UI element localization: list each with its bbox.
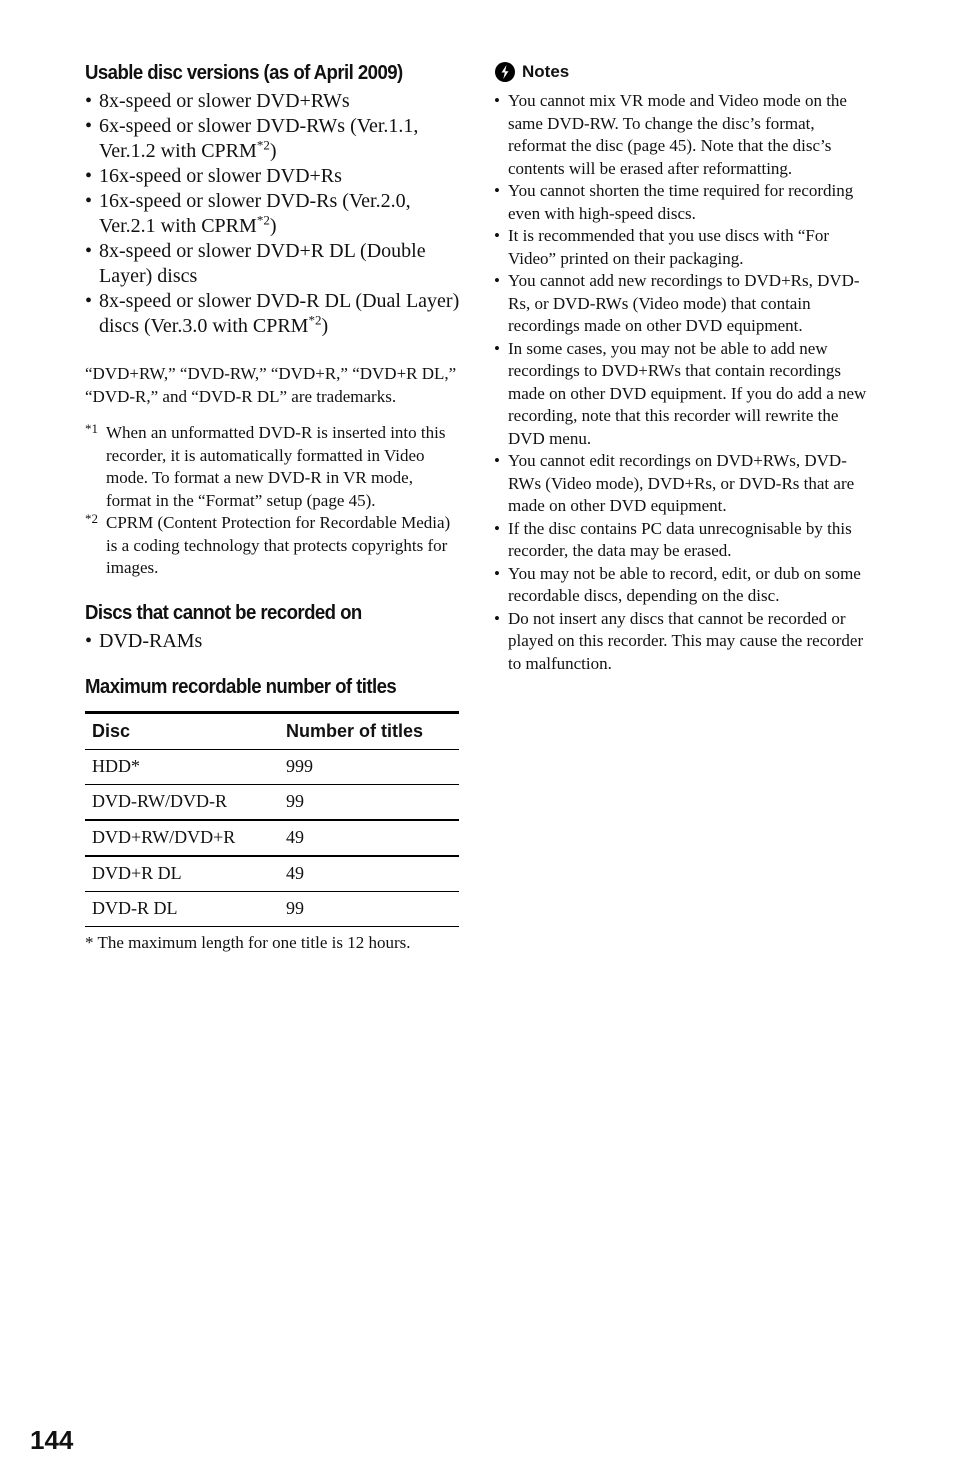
list-item: • If the disc contains PC data unrecognisable by this recorder, the data may be erased. xyxy=(494,518,872,563)
count-cell: 99 xyxy=(279,784,459,820)
footnote-2 xyxy=(85,512,460,580)
column-header-disc: Disc xyxy=(85,712,279,749)
max-titles-heading: Maximum recordable number of titles xyxy=(85,675,397,698)
table-row xyxy=(85,820,459,856)
list-item: • 8x-speed or slower DVD+R DL (Double Layer) discs xyxy=(85,239,460,289)
list-item: • 16x-speed or slower DVD-Rs (Ver.2.0, Ver.2.1 with CPRM$^{*2}$) xyxy=(85,189,460,239)
footnote-1 xyxy=(85,422,460,512)
count-cell: 999 xyxy=(279,749,459,784)
footnote-mark: *2 xyxy=(85,511,98,526)
list-item: • It is recommended that you use discs with “For Video” printed on their packaging. xyxy=(494,225,872,270)
disc-cell: DVD-RW/DVD-R xyxy=(85,784,279,820)
count-cell: 49 xyxy=(279,820,459,856)
footnote-mark: *1 xyxy=(85,421,98,436)
disc-cell: DVD+RW/DVD+R xyxy=(85,820,279,856)
list-item: • 8x-speed or slower DVD+RWs xyxy=(85,89,460,114)
count-cell: 49 xyxy=(279,856,459,892)
list-item: • 6x-speed or slower DVD-RWs (Ver.1.1, Ver.1.2 with CPRM$^{*2}$) xyxy=(85,114,460,164)
footnote-ref: *2 xyxy=(256,212,270,228)
footnote-text: CPRM (Content Protection for Recordable Media) is a coding technology that protects copyrights for images. xyxy=(106,513,451,577)
right-column xyxy=(494,62,872,675)
left-column xyxy=(85,62,460,954)
table-header-row xyxy=(85,712,459,749)
column-header-number: Number of titles xyxy=(279,712,459,749)
footnote-text: When an unformatted DVD-R is inserted into this recorder, it is automatically formatted in Video mode. To format a new DVD-R in VR mode, format in the “Format” setup (page 45). xyxy=(106,423,446,510)
list-item: • You cannot edit recordings on DVD+RWs, DVD-RWs (Video mode), DVD+Rs, or DVD-Rs that are made on other DVD equipment. xyxy=(494,450,872,518)
disc-cell: DVD+R DL xyxy=(85,856,279,892)
table-row xyxy=(85,784,459,820)
disc-cell: HDD* xyxy=(85,749,279,784)
disc-cell: DVD-R DL xyxy=(85,891,279,926)
count-cell: 99 xyxy=(279,891,459,926)
list-item: • Do not insert any discs that cannot be recorded or played on this recorder. This may cause the recorder to malfunction. xyxy=(494,608,872,676)
table-footnote: * The maximum length for one title is 12 hours. xyxy=(85,932,411,952)
list-item: • You cannot shorten the time required for recording even with high-speed discs. xyxy=(494,180,872,225)
list-item: • You may not be able to record, edit, or dub on some recordable discs, depending on the disc. xyxy=(494,563,872,608)
table-row xyxy=(85,856,459,892)
table-row xyxy=(85,749,459,784)
list-item: • You cannot mix VR mode and Video mode on the same DVD-RW. To change the disc’s format, reformat the disc (page 45). Note that the disc’s contents will be erased after reformatting. xyxy=(494,90,872,180)
list-item: • You cannot add new recordings to DVD+Rs, DVD-Rs, or DVD-RWs (Video mode) that contain recordings made on other DVD equipment. xyxy=(494,270,872,338)
notes-list xyxy=(494,90,872,675)
notes-header xyxy=(495,62,872,82)
usable-discs-heading: Usable disc versions (as of April 2009) xyxy=(85,62,403,84)
cannot-record-heading: Discs that cannot be recorded on xyxy=(85,601,362,624)
footnote-ref: *2 xyxy=(256,137,270,153)
max-titles-table xyxy=(85,711,459,927)
notes-title: Notes xyxy=(522,62,570,81)
trademarks-text: “DVD+RW,” “DVD-RW,” “DVD+R,” “DVD+R DL,” “DVD-R,” and “DVD-R DL” are trademarks. xyxy=(85,364,457,406)
usable-discs-list xyxy=(85,89,460,339)
list-item: • In some cases, you may not be able to add new recordings to DVD+RWs that contain recordings made on other DVD equipment. If you do add a new recording, note that this recorder will rewrite the DVD menu. xyxy=(494,338,872,451)
footnotes xyxy=(85,422,460,580)
list-item: • 16x-speed or slower DVD+Rs xyxy=(85,164,460,189)
cannot-record-list xyxy=(85,629,460,654)
footnote-ref: *2 xyxy=(308,312,322,328)
list-item: • DVD-RAMs xyxy=(85,629,460,654)
notes-icon xyxy=(495,62,515,82)
page-number: 144 xyxy=(30,1425,74,1455)
list-item: • 8x-speed or slower DVD-R DL (Dual Layer) discs (Ver.3.0 with CPRM$^{*2}$) xyxy=(85,289,460,339)
table-row xyxy=(85,891,459,926)
